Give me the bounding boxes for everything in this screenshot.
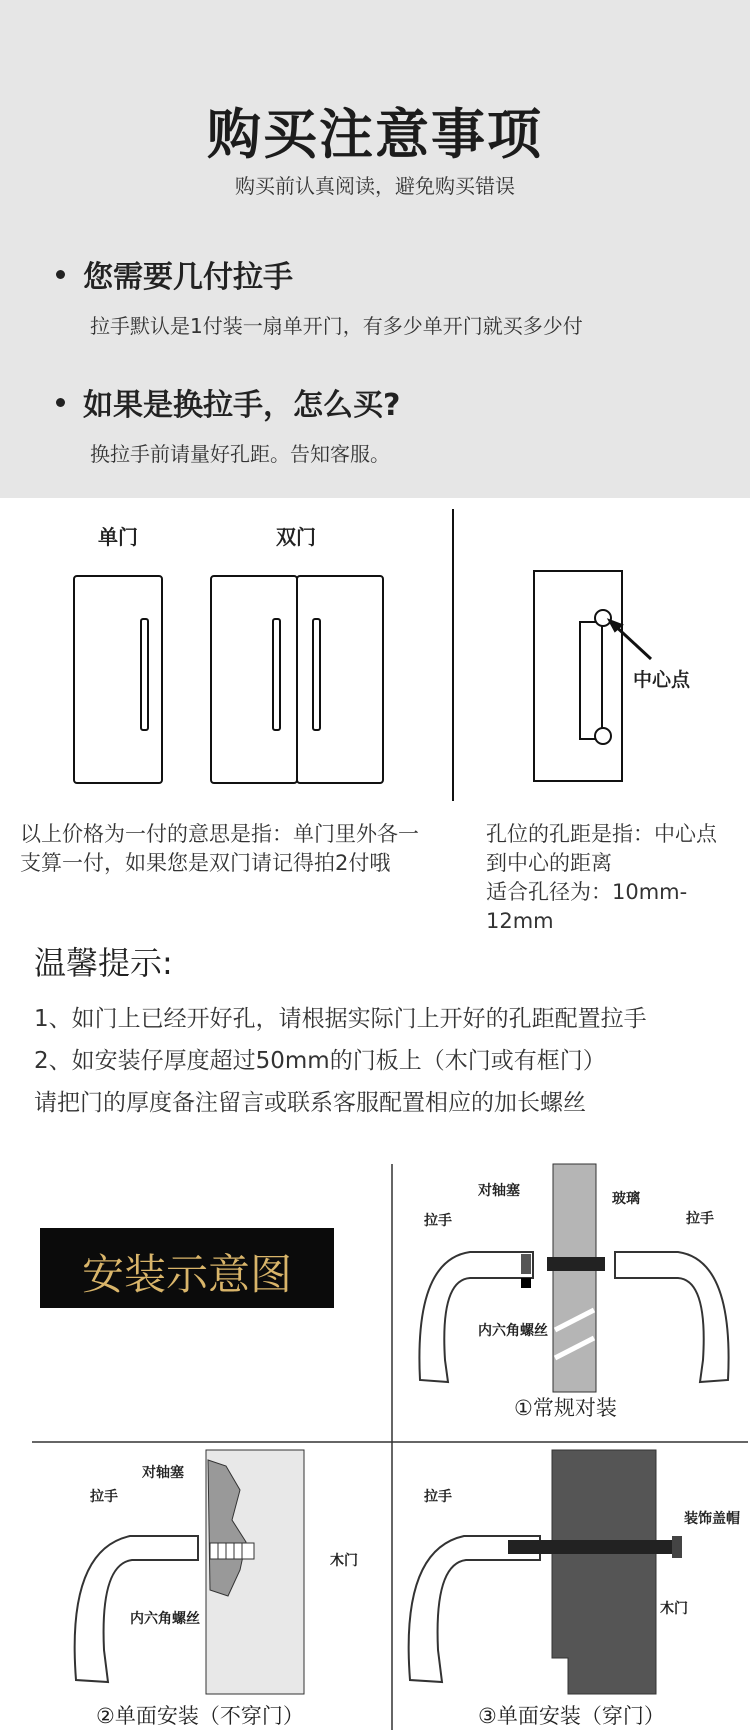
fig1-stopper-label: 对轴塞 xyxy=(478,1183,520,1199)
right-note-line: 到中心的距离 xyxy=(486,851,612,875)
fig3-door-label: 木门 xyxy=(660,1601,688,1617)
right-note-line: 适合孔径为：10mm-12mm xyxy=(486,880,688,933)
handle-3 xyxy=(409,1536,540,1682)
page-subtitle: 购买前认真阅读，避免购买错误 xyxy=(235,174,515,198)
center-point-label: 中心点 xyxy=(633,669,691,691)
single-door-drawing xyxy=(74,576,162,783)
section-heading-replace: 如果是换拉手，怎么买? xyxy=(56,380,400,424)
screw-rod xyxy=(547,1257,605,1271)
left-note xyxy=(20,820,419,878)
fig2-handle-label: 拉手 xyxy=(90,1489,118,1505)
fig2-stopper-label: 对轴塞 xyxy=(142,1465,184,1481)
fig2-door-label: 木门 xyxy=(330,1553,358,1569)
section-text-replace: 换拉手前请量好孔距。告知客服。 xyxy=(90,442,390,466)
door-diagram xyxy=(0,505,750,805)
tip-line-1: 1、如门上已经开好孔，请根据实际门上开好的孔距配置拉手 xyxy=(34,1006,647,1032)
fig3-caption: ③单面安装（穿门） xyxy=(478,1704,665,1728)
page-title: 购买注意事项 xyxy=(207,103,543,166)
bullet-icon xyxy=(56,270,65,279)
fig1-screw-label: 内六角螺丝 xyxy=(478,1323,548,1339)
wood-door-3 xyxy=(552,1450,656,1694)
double-door-label: 双门 xyxy=(276,525,316,549)
section-heading-quantity: 您需要几付拉手 xyxy=(56,252,293,296)
install-badge-text: 安装示意图 xyxy=(81,1250,292,1299)
tip-line-2: 2、如安装仔厚度超过50mm的门板上（木门或有框门） xyxy=(34,1048,606,1074)
fig2-screw-label: 内六角螺丝 xyxy=(130,1611,200,1627)
right-note xyxy=(486,820,750,936)
right-handle xyxy=(615,1252,729,1382)
fig1-caption: ①常规对装 xyxy=(514,1396,617,1420)
section-text-quantity: 拉手默认是1付装一扇单开门，有多少单开门就买多少付 xyxy=(90,314,583,338)
tip-line-3: 请把门的厚度备注留言或联系客服配置相应的加长螺丝 xyxy=(34,1090,586,1116)
left-handle xyxy=(419,1252,533,1382)
double-door-drawing xyxy=(211,576,383,783)
figure-1-normal-install xyxy=(419,1164,728,1392)
left-note-line: 以上价格为一付的意思是指：单门里外各一 xyxy=(20,822,419,846)
install-figures xyxy=(0,1160,750,1733)
fig1-glass-label: 玻璃 xyxy=(612,1191,640,1207)
fig2-caption: ②单面安装（不穿门） xyxy=(96,1704,304,1728)
fig3-handle-label: 拉手 xyxy=(424,1489,452,1505)
single-door-label: 单门 xyxy=(98,525,138,549)
bullet-icon xyxy=(56,398,65,407)
fig1-handle-right-label: 拉手 xyxy=(686,1211,714,1227)
long-screw xyxy=(508,1540,676,1554)
fig3-cap-label: 装饰盖帽 xyxy=(684,1511,740,1527)
fig1-handle-left-label: 拉手 xyxy=(424,1213,452,1229)
tips-title: 温馨提示: xyxy=(34,944,173,982)
right-note-line: 孔位的孔距是指：中心点 xyxy=(486,822,717,846)
left-note-line: 支算一付，如果您是双门请记得拍2付哦 xyxy=(20,851,391,875)
